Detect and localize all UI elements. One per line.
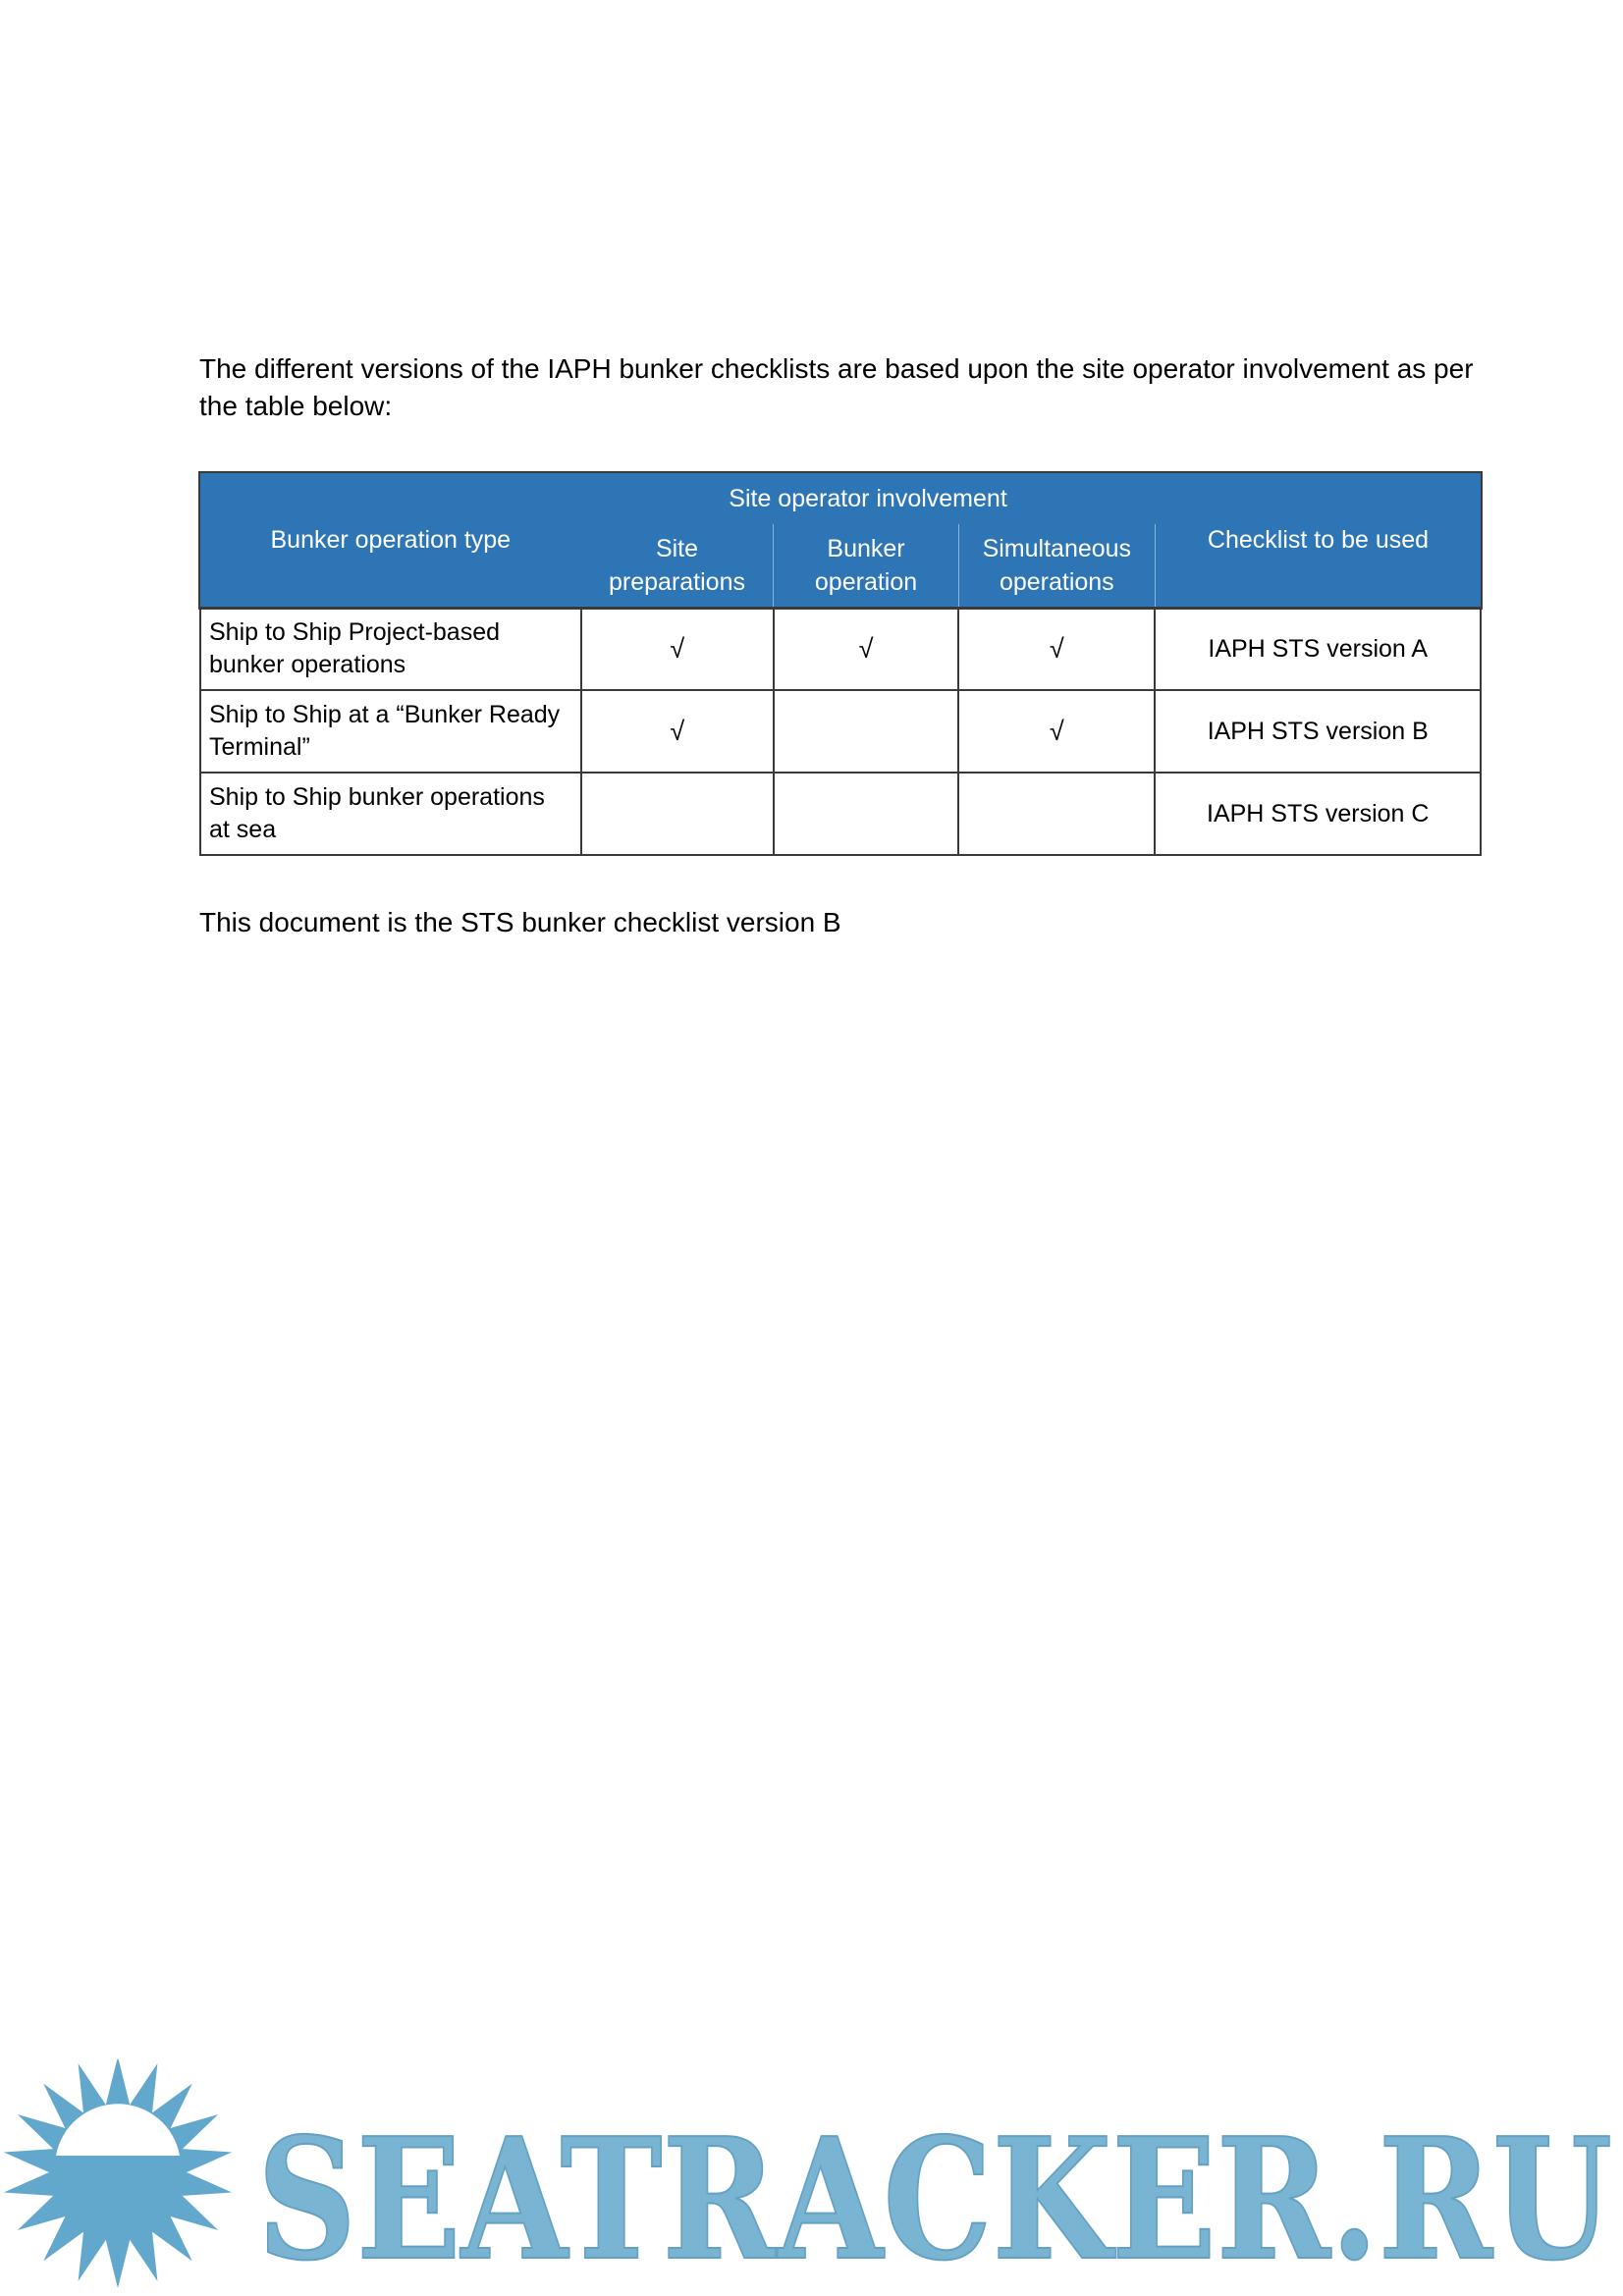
row-bunker-check <box>774 773 958 855</box>
row-simultaneous-check <box>958 773 1155 855</box>
table-row <box>200 690 1481 773</box>
seatracker-watermark <box>0 2059 1623 2296</box>
header-bunker-operation: Bunker operation <box>774 524 958 608</box>
row-checklist: IAPH STS version A <box>1155 608 1481 690</box>
header-checklist-to-be-used: Checklist to be used <box>1155 473 1481 608</box>
row-simultaneous-check: √ <box>958 608 1155 690</box>
row-bunker-check <box>774 690 958 773</box>
header-site-operator-involvement: Site operator involvement <box>581 473 1156 524</box>
row-simultaneous-check: √ <box>958 690 1155 773</box>
header-site-preparations: Site preparations <box>581 524 774 608</box>
row-checklist: IAPH STS version C <box>1155 773 1481 855</box>
row-bunker-type: Ship to Ship bunker operations at sea <box>200 773 581 855</box>
header-simultaneous-operations: Simultaneous operations <box>958 524 1155 608</box>
table-row <box>200 773 1481 855</box>
row-site-check: √ <box>581 690 774 773</box>
row-bunker-type: Ship to Ship Project-based bunker operations <box>200 608 581 690</box>
sun-icon <box>4 2059 232 2288</box>
table-header <box>200 473 1481 608</box>
closing-paragraph: This document is the STS bunker checklist version B <box>199 907 841 937</box>
row-bunker-type: Ship to Ship at a “Bunker Ready Terminal” <box>200 690 581 773</box>
header-bunker-operation-type: Bunker operation type <box>200 473 581 608</box>
row-bunker-check: √ <box>774 608 958 690</box>
table-row <box>200 608 1481 690</box>
intro-paragraph: The different versions of the IAPH bunker checklists are based upon the site operator involvement as per the table below: <box>199 353 1474 421</box>
row-checklist: IAPH STS version B <box>1155 690 1481 773</box>
row-site-check <box>581 773 774 855</box>
watermark-text: SEATRACKER.RU <box>257 2102 1612 2296</box>
row-site-check: √ <box>581 608 774 690</box>
bunker-checklist-table <box>199 473 1482 856</box>
